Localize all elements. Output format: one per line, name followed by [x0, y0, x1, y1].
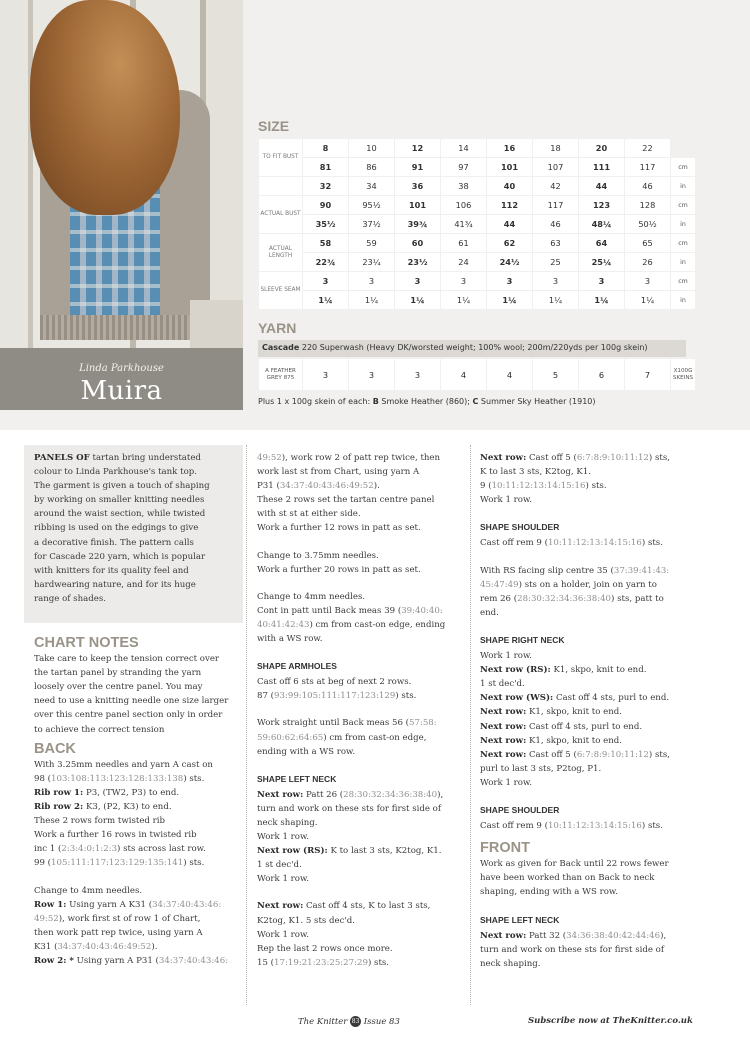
size-row: [259, 196, 695, 214]
size-cell: 25¼: [579, 253, 624, 271]
col2-line: 59:60:62:64:65) cm from cast-on edge,: [257, 732, 427, 743]
size-cell: 117: [625, 158, 670, 176]
size-cell: 3: [579, 272, 624, 290]
yarn-cell: 3: [303, 359, 348, 390]
size-cell: 1¼: [441, 291, 486, 309]
back-line: 98 (103:108:113:123:128:133:138) sts.: [34, 773, 205, 784]
back-line: inc 1 (2:3:4:0:1:2:3) sts across last row.: [34, 844, 206, 855]
yarn-heading: YARN: [258, 320, 297, 336]
yarn-cell: 4: [441, 359, 486, 390]
back-heading: BACK: [34, 740, 76, 757]
shape-right-neck-heading: SHAPE RIGHT NECK: [480, 634, 565, 645]
back-line: With 3.25mm needles and yarn A cast on: [34, 759, 213, 770]
front-heading: FRONT: [480, 840, 530, 857]
radiator: [190, 300, 243, 348]
col3-line: Next row: K1, skpo, knit to end.: [480, 735, 622, 746]
subscribe-link[interactable]: TheKnitter.co.uk: [612, 1016, 693, 1026]
issue-number: Issue 83: [363, 1017, 400, 1027]
size-row-label: TO FIT BUST: [259, 139, 302, 176]
back-line: Change to 4mm needles.: [34, 885, 143, 896]
size-unit: cm: [671, 196, 695, 214]
col3-line: Work 1 row.: [480, 777, 533, 788]
intro-line: ribbing is used on the edgings to give: [34, 523, 199, 534]
footer-magazine: [298, 1016, 400, 1027]
ribbed-hem: [40, 315, 210, 340]
size-cell: 37½: [349, 215, 394, 233]
size-cell: 44: [487, 215, 532, 233]
col2-line: These 2 rows set the tartan centre panel: [257, 495, 435, 506]
col3-line: Work 1 row.: [480, 495, 533, 506]
col2-line: Next row: Patt 26 (28:30:32:34:36:38:40),: [257, 789, 444, 800]
size-cell: 128: [625, 196, 670, 214]
size-cell: 91: [395, 158, 440, 176]
size-cell: 117: [533, 196, 578, 214]
size-cell: 23¼: [349, 253, 394, 271]
col3-line: Work as given for Back until 22 rows fewer: [480, 859, 669, 870]
intro-line: a decorative finish. The pattern calls: [34, 537, 194, 548]
col3-line: Next row: Patt 32 (34:36:38:40:42:44:46),: [480, 930, 667, 941]
intro-line: colour to Linda Parkhouse's tank top.: [34, 467, 197, 478]
size-cell: 20: [579, 139, 624, 157]
col2-line: P31 (34:37:40:43:46:49:52).: [257, 481, 380, 492]
size-cell: 1¼: [487, 291, 532, 309]
size-cell: 48¼: [579, 215, 624, 233]
chart-notes-line: Take care to keep the tension correct over: [34, 654, 220, 665]
size-cell: 46: [533, 215, 578, 233]
col2-line: Cont in patt until Back meas 39 (39:40:40:: [257, 605, 443, 616]
size-cell: 90: [303, 196, 348, 214]
footer-subscribe[interactable]: [528, 1016, 693, 1026]
size-cell: 95½: [349, 196, 394, 214]
size-cell: 46: [625, 177, 670, 195]
size-cell: 63: [533, 234, 578, 252]
col2-line: Work 1 row.: [257, 832, 310, 843]
size-cell: 8: [303, 139, 348, 157]
col3-line: turn and work on these sts for first side of: [480, 944, 665, 955]
size-cell: 86: [349, 158, 394, 176]
col3-line: neck shaping.: [480, 958, 541, 969]
size-cell: 3: [303, 272, 348, 290]
size-cell: 3: [487, 272, 532, 290]
size-cell: 97: [441, 158, 486, 176]
intro-line: tartan bring understated: [92, 453, 201, 463]
intro-line: range of shades.: [34, 593, 106, 604]
col3-line: Next row: Cast off 5 (6:7:8:9:10:11:12) sts,: [480, 749, 670, 760]
size-unit: in: [671, 253, 695, 271]
back-line: then work patt rep twice, using yarn A: [34, 927, 203, 938]
col2-line: Change to 4mm needles.: [257, 591, 366, 602]
col3-line: Next row: Cast off 5 (6:7:8:9:10:11:12) sts,: [480, 453, 670, 463]
col2-line: 1 st dec'd.: [257, 860, 302, 871]
col2-line: Work a further 20 rows in patt as set.: [257, 564, 421, 575]
size-cell: 10: [349, 139, 394, 157]
size-cell: 24½: [487, 253, 532, 271]
back-line: 49:52), work first st of row 1 of Chart,: [34, 913, 201, 924]
size-cell: 50½: [625, 215, 670, 233]
col2-line: with a WS row.: [257, 634, 323, 645]
size-cell: 32: [303, 177, 348, 195]
col3-line: shaping, ending with a WS row.: [480, 887, 618, 898]
yarn-c-letter: C: [472, 397, 479, 406]
intro-line: by working on smaller knitting needles: [34, 495, 205, 506]
size-cell: 58: [303, 234, 348, 252]
col3-line: rem 26 (28:30:32:34:36:38:40) sts, patt to: [480, 593, 664, 604]
col2-line: Work 1 row.: [257, 929, 310, 940]
model-photo: [0, 0, 243, 348]
size-cell: 1¼: [579, 291, 624, 309]
column-1: [34, 636, 244, 968]
size-cell: 26: [625, 253, 670, 271]
size-cell: 41¾: [441, 215, 486, 233]
size-cell: 39¾: [395, 215, 440, 233]
size-row: [259, 272, 695, 290]
yarn-cell: 6: [579, 359, 624, 390]
intro-line: with knitters for its quality feel and: [34, 565, 189, 576]
page-number: 83: [351, 1018, 360, 1025]
yarn-c-name: Summer Sky Heather (1910): [480, 397, 596, 406]
size-cell: 106: [441, 196, 486, 214]
size-cell: 1¼: [303, 291, 348, 309]
col3-line: Next row: K1, skpo, knit to end.: [480, 707, 622, 718]
intro-lead: PANELS OF: [34, 453, 90, 463]
size-cell: 61: [441, 234, 486, 252]
yarn-row: [259, 359, 695, 390]
size-cell: 36: [395, 177, 440, 195]
size-cell: 59: [349, 234, 394, 252]
extra-yarn: [258, 397, 596, 406]
size-cell: 3: [441, 272, 486, 290]
size-cell: 14: [441, 139, 486, 157]
size-cell: 111: [579, 158, 624, 176]
col3-line: 1 st dec'd.: [480, 679, 525, 690]
col2-line: Work 1 row.: [257, 874, 310, 885]
size-cell: 22: [625, 139, 670, 157]
extra-yarn-prefix: Plus 1 x 100g skein of each:: [258, 397, 371, 406]
size-unit: in: [671, 215, 695, 233]
intro-line: The garment is given a touch of shaping: [34, 481, 210, 492]
designer-name: Linda Parkhouse: [79, 363, 164, 374]
back-line: Row 2: * Using yarn A P31 (34:37:40:43:46:: [34, 955, 229, 966]
size-cell: 23½: [395, 253, 440, 271]
size-row: [259, 158, 695, 176]
col2-line: with st st at either side.: [257, 509, 361, 520]
yarn-cell: 3: [395, 359, 440, 390]
shape-armholes-heading: SHAPE ARMHOLES: [257, 661, 337, 672]
size-unit: [671, 139, 695, 157]
model-hair: [30, 0, 180, 215]
size-cell: 101: [395, 196, 440, 214]
col2-line: 15 (17:19:21:23:25:27:29) sts.: [257, 957, 390, 968]
size-cell: 40: [487, 177, 532, 195]
size-cell: 3: [625, 272, 670, 290]
size-unit: cm: [671, 158, 695, 176]
size-table: [258, 138, 696, 310]
yarn-table: [258, 358, 696, 391]
size-cell: 38: [441, 177, 486, 195]
chart-notes-line: need to use a knitting needle one size larger: [34, 696, 229, 707]
size-cell: 81: [303, 158, 348, 176]
subscribe-text: Subscribe now at: [528, 1016, 610, 1026]
shape-shoulder-heading: SHAPE SHOULDER: [480, 804, 560, 815]
size-cell: 107: [533, 158, 578, 176]
yarn-row-label: A FEATHER GREY 875: [259, 359, 302, 390]
size-cell: 65: [625, 234, 670, 252]
size-cell: 1¼: [395, 291, 440, 309]
col2-line: 40:41:42:43) cm from cast-on edge, ending: [257, 619, 446, 630]
size-cell: 101: [487, 158, 532, 176]
size-cell: 1¼: [349, 291, 394, 309]
size-cell: 1¼: [533, 291, 578, 309]
size-cell: 22¾: [303, 253, 348, 271]
col2-line: Next row (RS): K to last 3 sts, K2tog, K1.: [257, 846, 442, 857]
yarn-cell: 5: [533, 359, 578, 390]
col3-line: With RS facing slip centre 35 (37:39:41:43:: [480, 565, 670, 576]
chart-notes-line: over this centre panel section only in order: [34, 710, 223, 721]
col2-line: K2tog, K1. 5 sts dec'd.: [257, 915, 356, 926]
col3-line: 45:47:49) sts on a holder, join on yarn to: [480, 579, 657, 590]
shape-left-neck-heading: SHAPE LEFT NECK: [480, 914, 560, 925]
size-row: [259, 291, 695, 309]
yarn-b-name: Smoke Heather (860);: [381, 397, 470, 406]
size-cell: 123: [579, 196, 624, 214]
pattern-title: Muira: [80, 376, 163, 406]
shape-left-neck-heading: SHAPE LEFT NECK: [257, 773, 337, 784]
size-cell: 1¼: [625, 291, 670, 309]
size-cell: 34: [349, 177, 394, 195]
column-2: [257, 451, 467, 970]
col2-line: Work a further 12 rows in patt as set.: [257, 523, 421, 534]
col3-line: Work 1 row.: [480, 651, 533, 662]
col3-line: Cast off rem 9 (10:11:12:13:14:15:16) sts.: [480, 538, 663, 549]
size-cell: 3: [349, 272, 394, 290]
size-cell: 112: [487, 196, 532, 214]
chart-notes-line: to achieve the correct tension: [34, 724, 165, 735]
back-line: Work a further 16 rows in twisted rib: [34, 830, 197, 841]
back-line: These 2 rows form twisted rib: [34, 816, 166, 827]
yarn-spec: 220 Superwash (Heavy DK/worsted weight; 100% wool; 200m/220yds per 100g skein): [301, 343, 648, 352]
size-cell: 62: [487, 234, 532, 252]
intro-line: hardwearing nature, and for its huge: [34, 579, 196, 590]
column-divider: [246, 445, 247, 1005]
col2-line: Next row: Cast off 4 sts, K to last 3 sts,: [257, 901, 431, 912]
intro-line: around the waist section, while twisted: [34, 509, 206, 520]
size-cell: 64: [579, 234, 624, 252]
col2-line: Cast off 6 sts at beg of next 2 rows.: [257, 677, 412, 688]
size-row: [259, 234, 695, 252]
back-line: K31 (34:37:40:43:46:49:52).: [34, 941, 158, 952]
size-cell: 42: [533, 177, 578, 195]
magazine-name: The Knitter: [298, 1017, 348, 1027]
size-cell: 3: [395, 272, 440, 290]
back-line: Rib row 2: K3, (P2, K3) to end.: [34, 802, 172, 813]
col3-line: K to last 3 sts, K2tog, K1.: [480, 467, 592, 478]
col3-line: purl to last 3 sts, P2tog, P1.: [480, 763, 602, 774]
size-unit: in: [671, 177, 695, 195]
yarn-unit: X100G SKEINS: [671, 359, 695, 390]
yarn-cell: 4: [487, 359, 532, 390]
back-line: Rib row 1: P3, (TW2, P3) to end.: [34, 787, 180, 798]
size-cell: 3: [533, 272, 578, 290]
col2-line: Rep the last 2 rows once more.: [257, 943, 393, 954]
size-row: [259, 253, 695, 271]
chart-notes-heading: CHART NOTES: [34, 635, 139, 651]
size-cell: 35½: [303, 215, 348, 233]
shape-shoulder-heading: SHAPE SHOULDER: [480, 522, 560, 533]
size-unit: in: [671, 291, 695, 309]
col2-line: 49:52), work row 2 of patt rep twice, then: [257, 453, 441, 463]
col2-line: turn and work on these sts for first side of: [257, 803, 442, 814]
col3-line: Next row (WS): Cast off 4 sts, purl to end.: [480, 693, 670, 704]
col2-line: Work straight until Back meas 56 (57:58:: [257, 718, 437, 729]
size-cell: 24: [441, 253, 486, 271]
col2-line: work last st from Chart, using yarn A: [257, 467, 420, 478]
yarn-b-letter: B: [372, 397, 379, 406]
size-cell: 16: [487, 139, 532, 157]
col3-line: Next row (RS): K1, skpo, knit to end.: [480, 665, 647, 676]
col3-line: Cast off rem 9 (10:11:12:13:14:15:16) sts.: [480, 821, 663, 832]
intro-line: for Cascade 220 yarn, which is popular: [34, 551, 206, 562]
col2-line: ending with a WS row.: [257, 746, 356, 757]
intro-text: [34, 451, 240, 606]
column-3: [480, 451, 692, 971]
size-row: [259, 177, 695, 195]
size-cell: 60: [395, 234, 440, 252]
yarn-cell: 3: [349, 359, 394, 390]
size-cell: 18: [533, 139, 578, 157]
col2-line: Change to 3.75mm needles.: [257, 550, 379, 561]
column-divider: [470, 445, 471, 1005]
chart-notes-line: the tartan panel by stranding the yarn: [34, 668, 202, 679]
col3-line: end.: [480, 607, 499, 618]
size-unit: cm: [671, 234, 695, 252]
size-row-label: SLEEVE SEAM: [259, 272, 302, 309]
size-heading: SIZE: [258, 118, 290, 134]
yarn-brand: Cascade: [262, 343, 300, 352]
size-row-label: [259, 177, 302, 195]
back-line: 99 (105:111:117:123:129:135:141) sts.: [34, 858, 205, 869]
size-cell: 44: [579, 177, 624, 195]
size-row: [259, 215, 695, 233]
yarn-cell: 7: [625, 359, 670, 390]
col2-line: 87 (93:99:105:111:117:123:129) sts.: [257, 691, 417, 702]
back-line: Row 1: Using yarn A K31 (34:37:40:43:46:: [34, 899, 222, 910]
size-unit: cm: [671, 272, 695, 290]
size-row-label: ACTUAL LENGTH: [259, 234, 302, 271]
col2-line: neck shaping.: [257, 817, 318, 828]
chart-notes-line: loosely over the centre panel. You may: [34, 682, 203, 693]
yarn-description: [258, 340, 686, 357]
size-row: [259, 139, 695, 157]
size-cell: 25: [533, 253, 578, 271]
col3-line: Next row: Cast off 4 sts, purl to end.: [480, 721, 643, 732]
col3-line: 9 (10:11:12:13:14:15:16) sts.: [480, 481, 607, 492]
size-row-label: ACTUAL BUST: [259, 196, 302, 233]
size-cell: 12: [395, 139, 440, 157]
col3-line: have been worked than on Back to neck: [480, 873, 655, 884]
